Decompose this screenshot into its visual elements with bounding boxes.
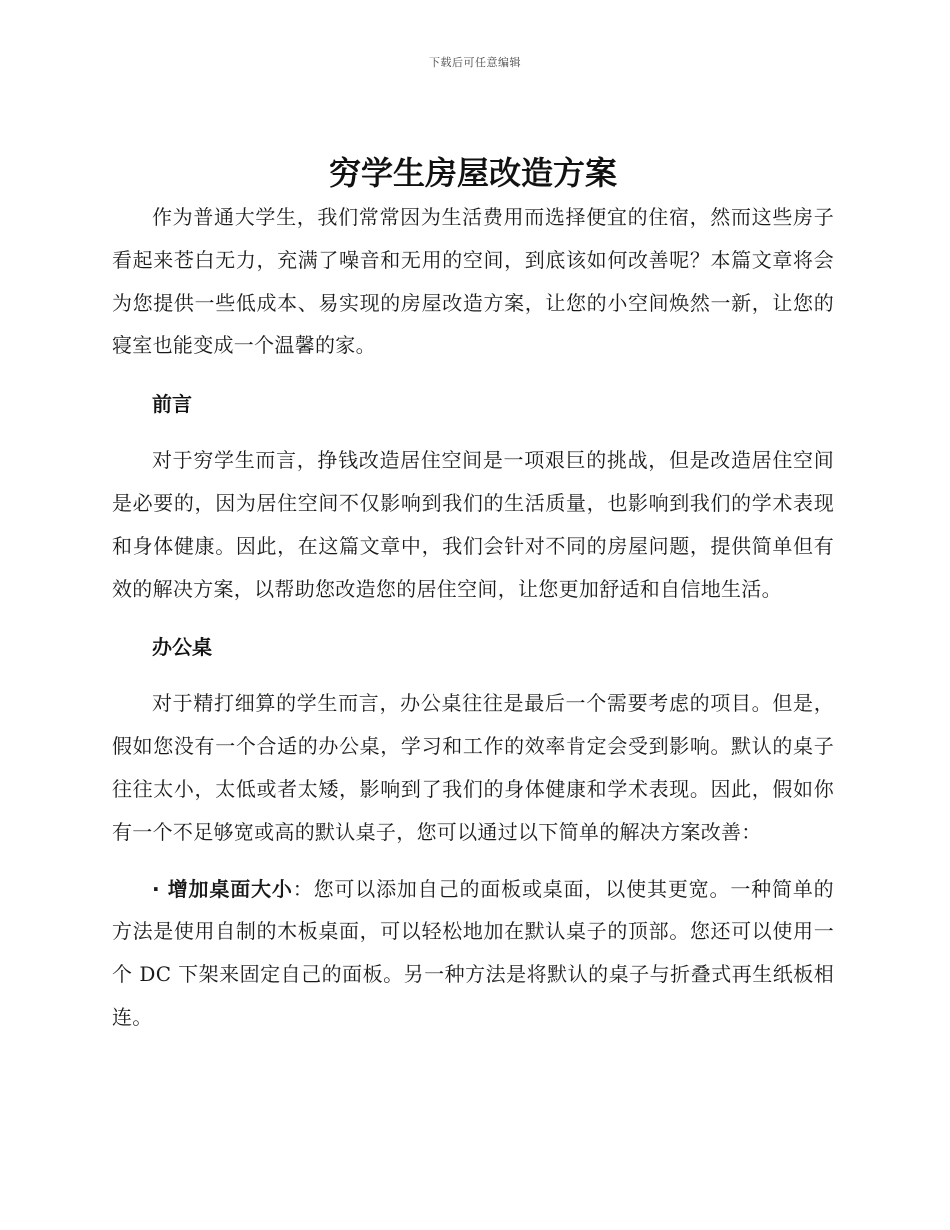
intro-paragraph: 作为普通大学生，我们常常因为生活费用而选择便宜的住宿，然而这些房子看起来苍白无力，充满了噪音和无用的空间，到底该如何改善呢？本篇文章将会为您提供一些低成本、易实现的房屋改造方案，让您的小空间焕然一新，让您的寝室也能变成一个温馨的家。	[112, 205, 834, 358]
spacer	[112, 854, 834, 868]
section-body-desk: 对于精打细算的学生而言，办公桌往往是最后一个需要考虑的项目。但是，假如您没有一个合适的办公桌，学习和工作的效率肯定会受到影响。默认的桌子往往太小，太低或者太矮，影响到了我们的身体健康和学术表现。因此，假如你有一个不足够宽或高的默认桌子，您可以通过以下简单的解决方案改善：	[112, 691, 834, 844]
bullet-paragraph	[112, 868, 834, 1039]
spacer	[112, 425, 834, 439]
spacer	[112, 610, 834, 626]
section-body-preface: 对于穷学生而言，挣钱改造居住空间是一项艰巨的挑战，但是改造居住空间是必要的，因为居住空间不仅影响到我们的生活质量，也影响到我们的学术表现和身体健康。因此，在这篇文章中，我们会针对不同的房屋问题，提供简单但有效的解决方案，以帮助您改造您的居住空间，让您更加舒适和自信地生活。	[112, 448, 834, 601]
spacer	[112, 668, 834, 682]
document-body	[112, 150, 834, 1039]
header-note: 下载后可任意编辑	[429, 56, 521, 69]
section-heading-desk: 办公桌	[152, 635, 212, 660]
spacer	[112, 367, 834, 383]
section-heading-preface: 前言	[152, 392, 192, 417]
bullet-lead: · 增加桌面大小	[152, 876, 293, 901]
document-title: 穷学生房屋改造方案	[328, 154, 617, 192]
bullet-text: ：您可以添加自己的面板或桌面，以使其更宽。一种简单的方法是使用自制的木板桌面，可以轻松地加在默认桌子的顶部。您还可以使用一个 DC 下架来固定自己的面板。另一种方法是将默认的桌子与折叠式再生纸板相连。	[112, 876, 834, 1029]
